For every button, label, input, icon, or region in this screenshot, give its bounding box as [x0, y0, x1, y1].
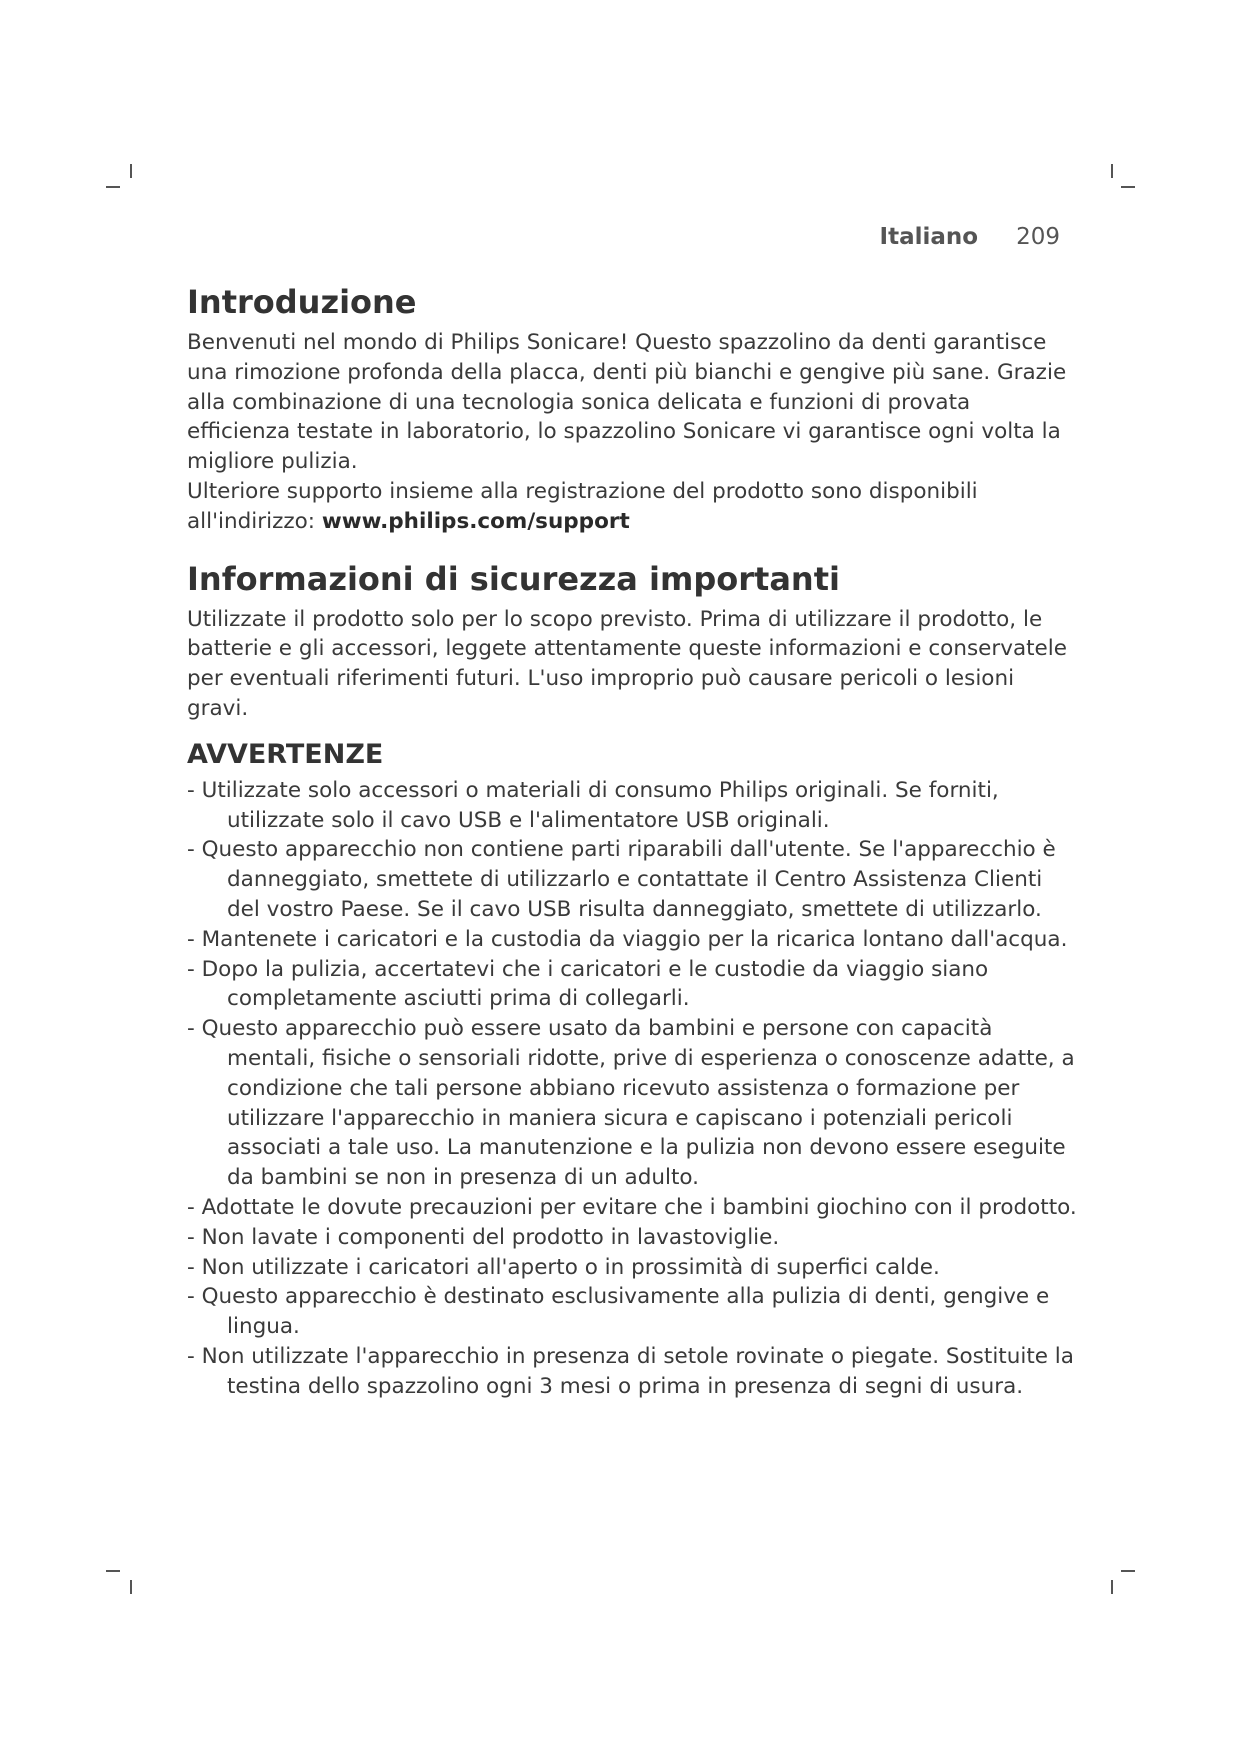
page-content: [187, 282, 1077, 1402]
warning-item: - Non utilizzate i caricatori all'aperto o in prossimità di superfici calde.: [187, 1253, 1077, 1283]
warning-item: - Questo apparecchio può essere usato da bambini e persone con capacità mentali, fisiche o sensoriali ridotte, prive di esperienza o conoscenze adatte, a condizione che tali persone abbiano ricevuto assistenza o formazione per utilizzare l'apparecchio in maniera sicura e capiscano i potenziali pericoli associati a tale uso. La manutenzione e la pulizia non devono essere eseguite da bambini se non in presenza di un adulto.: [187, 1014, 1077, 1193]
warning-item: - Utilizzate solo accessori o materiali di consumo Philips originali. Se forniti, utilizzate solo il cavo USB e l'alimentatore USB originali.: [187, 776, 1077, 836]
running-head: [860, 224, 1060, 250]
support-link[interactable]: www.philips.com/support: [321, 508, 630, 534]
crop-mark-bottom-right-v: [1111, 1580, 1113, 1594]
language-label: Italiano: [879, 224, 979, 250]
crop-mark-bottom-right-h: [1121, 1570, 1135, 1572]
crop-mark-top-right-v: [1111, 164, 1113, 178]
crop-mark-bottom-left-h: [106, 1570, 120, 1572]
intro-title: Introduzione: [187, 283, 417, 321]
intro-paragraph: Benvenuti nel mondo di Philips Sonicare! Questo spazzolino da denti garantisce una rimozione profonda della placca, denti più bianchi e gengive più sane. Grazie alla combinazione di una tecnologia sonica delicata e funzioni di provata efficienza testate in laboratorio, lo spazzolino Sonicare vi garantisce ogni volta la migliore pulizia.: [187, 330, 1067, 475]
warning-item: - Questo apparecchio non contiene parti riparabili dall'utente. Se l'apparecchio è danneggiato, smettete di utilizzarlo e contattate il Centro Assistenza Clienti del vostro Paese. Se il cavo USB risulta danneggiato, smettete di utilizzarlo.: [187, 835, 1077, 924]
warning-item: - Dopo la pulizia, accertatevi che i caricatori e le custodie da viaggio siano completamente asciutti prima di collegarli.: [187, 955, 1077, 1015]
support-paragraph: [187, 477, 1077, 537]
warnings-list: [187, 776, 1077, 1402]
crop-mark-top-right-h: [1121, 186, 1135, 188]
warning-item: - Adottate le dovute precauzioni per evitare che i bambini giochino con il prodotto.: [187, 1193, 1077, 1223]
warning-item: - Questo apparecchio è destinato esclusivamente alla pulizia di denti, gengive e lingua.: [187, 1282, 1077, 1342]
warning-item: - Non lavate i componenti del prodotto in lavastoviglie.: [187, 1223, 1077, 1253]
warning-item: - Non utilizzate l'apparecchio in presenza di setole rovinate o piegate. Sostituite la testina dello spazzolino ogni 3 mesi o prima in presenza di segni di usura.: [187, 1342, 1077, 1402]
support-text: Ulteriore supporto insieme alla registrazione del prodotto sono disponibili all'indirizzo:: [187, 478, 978, 534]
safety-paragraph: Utilizzate il prodotto solo per lo scopo previsto. Prima di utilizzare il prodotto, le batterie e gli accessori, leggete attentamente queste informazioni e conservatele per eventuali riferimenti futuri. L'uso improprio può causare pericoli o lesioni gravi.: [187, 606, 1067, 721]
page-number: 209: [1016, 224, 1060, 250]
crop-mark-top-left-v: [130, 164, 132, 178]
crop-mark-top-left-h: [106, 186, 120, 188]
warnings-title: AVVERTENZE: [187, 738, 384, 770]
crop-mark-bottom-left-v: [130, 1580, 132, 1594]
safety-title: Informazioni di sicurezza importanti: [187, 559, 840, 598]
warning-item: - Mantenete i caricatori e la custodia da viaggio per la ricarica lontano dall'acqua.: [187, 925, 1077, 955]
